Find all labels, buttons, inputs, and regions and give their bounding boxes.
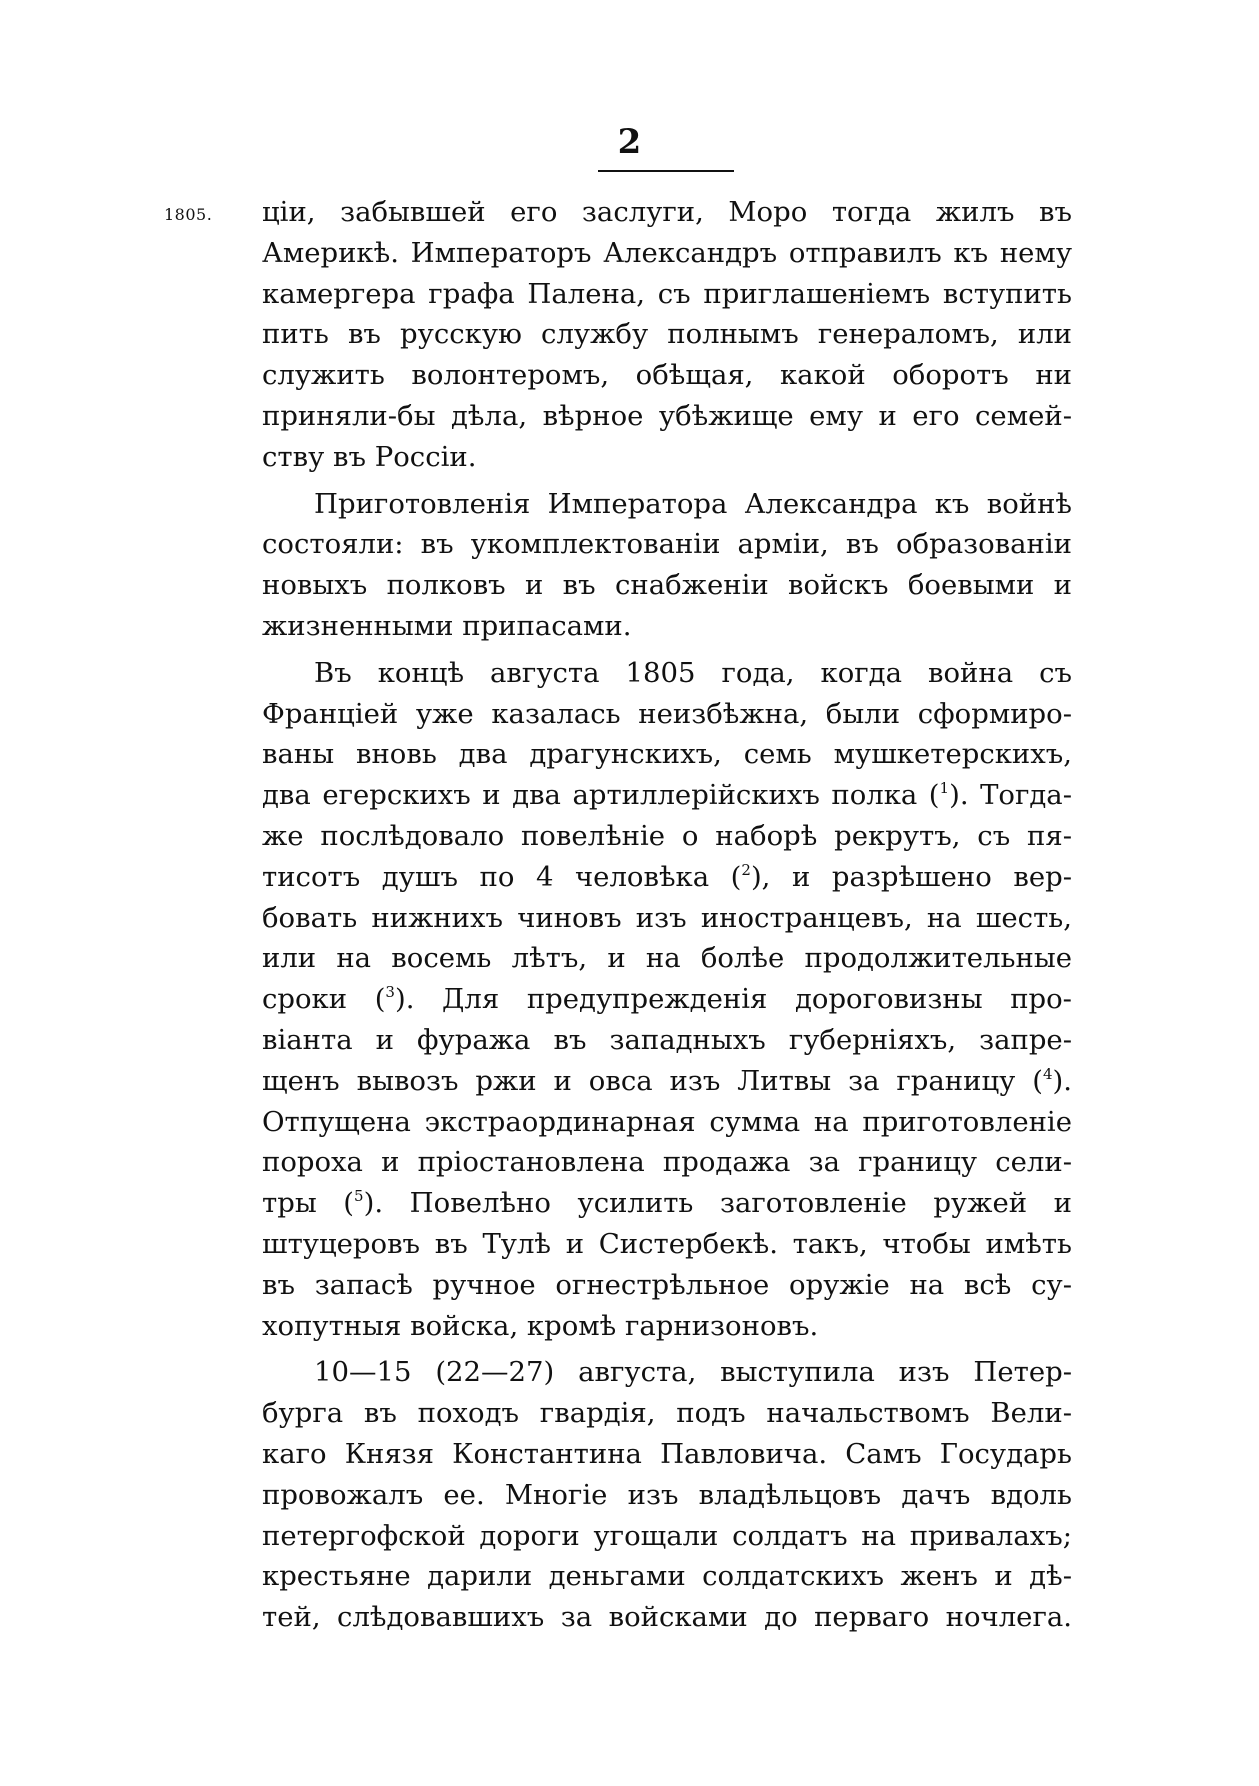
text-line: камергера графа Палена, съ приглашеніемъ вступить [262, 277, 1072, 310]
margin-year: 1805. [164, 205, 213, 224]
footnote-ref: 3 [385, 982, 395, 1001]
line-segment: два егерскихъ и два артиллерійскихъ полка ( [262, 779, 940, 812]
line-segment: ), и разрѣшено вер- [750, 860, 1072, 893]
text-line: въ запасѣ ручное огнестрѣльное оружіе на всѣ су- [262, 1268, 1072, 1301]
text-line: хопутныя войска, кромѣ гарнизоновъ. [262, 1309, 819, 1342]
text-line: Америкѣ. Императоръ Александръ отправилъ къ нему [262, 236, 1072, 269]
footnote-ref: 1 [939, 778, 950, 797]
text-line: жизненными припасами. [262, 609, 632, 642]
line-segment: тры ( [262, 1187, 355, 1220]
text-line: провожалъ ее. Многіе изъ владѣльцовъ дачъ вдоль [262, 1478, 1072, 1511]
text-line: ваны вновь два драгунскихъ, семь мушкетерскихъ, [262, 738, 1072, 771]
text-line: Отпущена экстраординарная сумма на приготовленіе [262, 1105, 1072, 1138]
text-line: Франціей уже казалась неизбѣжна, были сформиро- [262, 697, 1072, 730]
text-line: штуцеровъ въ Тулѣ и Систербекѣ. такъ, чтобы имѣть [262, 1227, 1072, 1260]
text-line [262, 775, 1072, 816]
text-line: Приготовленія Императора Александра къ войнѣ [314, 487, 1072, 520]
header-rule [598, 170, 734, 172]
text-line [262, 979, 1072, 1020]
line-segment: ). Для предупрежденія дороговизны про- [394, 983, 1072, 1016]
footnote-ref: 2 [741, 860, 751, 879]
line-segment: тисотъ душъ по 4 человѣка ( [262, 860, 742, 893]
body-text [262, 192, 1072, 1638]
text-line: віанта и фуража въ западныхъ губерніяхъ, запре- [262, 1023, 1072, 1056]
line-segment: щенъ вывозъ ржи и овса изъ Литвы за границу ( [262, 1064, 1043, 1097]
text-line: пороха и пріостановлена продажа за границу сели- [262, 1146, 1072, 1179]
page-number: 2 [617, 122, 642, 162]
text-line: тей, слѣдовавшихъ за войсками до перваго ночлега. [262, 1601, 1072, 1634]
text-line: ству въ Россіи. [262, 440, 477, 473]
text-line: петергофской дороги угощали солдатъ на привалахъ; [262, 1519, 1072, 1552]
text-line: ціи, забывшей его заслуги, Моро тогда жилъ въ [262, 196, 1072, 228]
footnote-ref: 4 [1042, 1064, 1053, 1083]
text-line [262, 1183, 1072, 1224]
text-line: же послѣдовало повелѣніе о наборѣ рекрутъ, съ пя- [262, 819, 1072, 852]
text-line: пить въ русскую службу полнымъ генераломъ, или [262, 318, 1072, 351]
line-segment: ). Повелѣно усилить заготовленіе ружей и [363, 1187, 1072, 1220]
footnote-ref: 5 [354, 1186, 364, 1205]
text-line: или на восемь лѣтъ, и на болѣе продолжительные [262, 942, 1072, 975]
text-line: Въ концѣ августа 1805 года, когда война съ [314, 656, 1072, 689]
text-line: бовать нижнихъ чиновъ изъ иностранцевъ, на шесть, [262, 901, 1072, 934]
text-line: новыхъ полковъ и въ снабженіи войскъ боевыми и [262, 569, 1072, 602]
text-line: бурга въ походъ гвардія, подъ начальствомъ Вели- [262, 1397, 1072, 1430]
text-line: состояли: въ укомплектованіи арміи, въ образованіи [262, 528, 1072, 561]
text-line: каго Князя Константина Павловича. Самъ Государь [262, 1437, 1072, 1470]
text-line: приняли-бы дѣла, вѣрное убѣжище ему и его семей- [262, 399, 1072, 432]
line-segment: ). Тогда- [949, 779, 1072, 812]
text-line: 10—15 (22—27) августа, выступила изъ Петер- [314, 1356, 1072, 1389]
text-line: служить волонтеромъ, обѣщая, какой оборотъ ни [262, 359, 1072, 392]
line-segment: ). [1052, 1064, 1072, 1097]
line-segment: сроки ( [262, 983, 386, 1016]
text-line [262, 857, 1072, 898]
text-line: крестьяне дарили деньгами солдатскихъ женъ и дѣ- [262, 1560, 1072, 1593]
text-line [262, 1061, 1072, 1102]
